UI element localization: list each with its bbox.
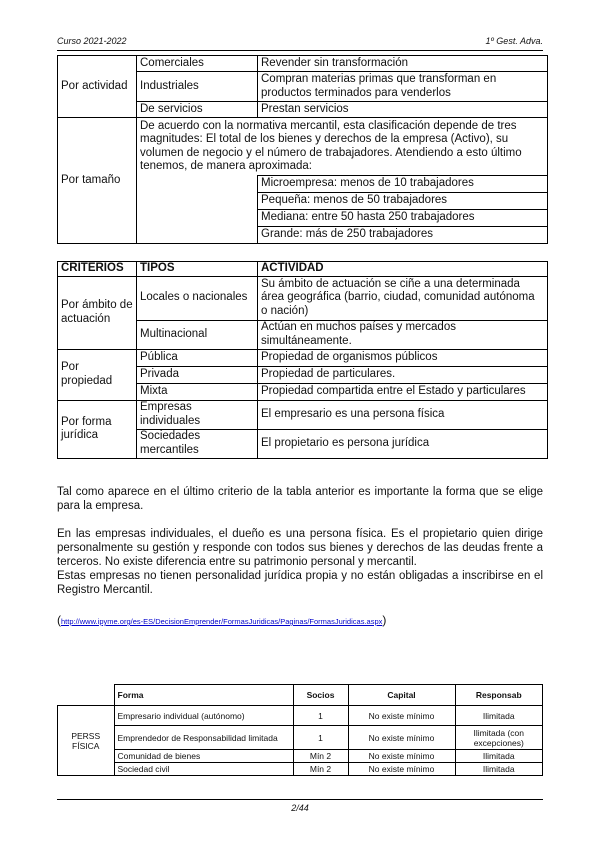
- header-divider: [57, 50, 543, 51]
- header-criterios: CRITERIOS: [58, 262, 137, 277]
- group-label: PERSS FÍSICA: [58, 706, 115, 776]
- header-socios: Socios: [293, 685, 348, 706]
- desc-cell: Compran materias primas que transforman en productos terminados para venderlos: [258, 72, 548, 102]
- socios-cell: 1: [293, 726, 348, 750]
- resp-cell: Ilimitada: [455, 706, 543, 726]
- desc-cell: Revender sin transformación: [258, 56, 548, 72]
- paren-close: ): [382, 613, 387, 627]
- type-cell: Industriales: [137, 72, 258, 102]
- forma-cell: Emprendedor de Responsabilidad limitada: [114, 726, 293, 750]
- forma-cell: Comunidad de bienes: [114, 750, 293, 763]
- criterion-juridica: Por forma jurídica: [58, 400, 137, 458]
- type-cell: Locales o nacionales: [137, 276, 258, 320]
- criterion-ambito: Por ámbito de actuación: [58, 276, 137, 349]
- paren-open: (: [57, 613, 61, 627]
- resp-cell: Ilimitada (con excepciones): [455, 726, 543, 750]
- desc-cell: El propietario es persona jurídica: [258, 429, 548, 458]
- header-actividad: ACTIVIDAD: [258, 262, 548, 277]
- tamano-blank: [137, 176, 258, 244]
- capital-cell: No existe mínimo: [348, 726, 455, 750]
- header-forma: Forma: [114, 685, 293, 706]
- resp-cell: Ilimitada: [455, 763, 543, 776]
- header-responsab: Responsab: [455, 685, 543, 706]
- desc-cell: Actúan en muchos países y mercados simultáneamente.: [258, 320, 548, 349]
- type-cell: Multinacional: [137, 320, 258, 349]
- socios-cell: 1: [293, 706, 348, 726]
- paragraph-individuales: En las empresas individuales, el dueño es una persona física. Es el propietario quien dirige personalmente su gestión y responde con todos sus bienes y derechos de las deudas frente a terceros. No existe diferencia entre su patrimonio personal y mercantil.: [57, 528, 543, 568]
- desc-cell: Propiedad de organismos públicos: [258, 349, 548, 366]
- paragraph-personalidad: Estas empresas no tienen personalidad jurídica propia y no están obligadas a inscribirse en el Registro Mercantil.: [57, 570, 543, 596]
- desc-cell: Su ámbito de actuación se ciñe a una determinada área geográfica (barrio, ciudad, comunidad autónoma o nación): [258, 276, 548, 320]
- capital-cell: No existe mínimo: [348, 706, 455, 726]
- capital-cell: No existe mínimo: [348, 763, 455, 776]
- footer-divider: [57, 799, 543, 800]
- desc-cell: Propiedad compartida entre el Estado y particulares: [258, 383, 548, 400]
- header-capital: Capital: [348, 685, 455, 706]
- forma-cell: Sociedad civil: [114, 763, 293, 776]
- capital-cell: No existe mínimo: [348, 750, 455, 763]
- type-cell: De servicios: [137, 102, 258, 118]
- criterion-actividad: Por actividad: [58, 56, 137, 118]
- header-tipos: TIPOS: [137, 262, 258, 277]
- source-reference: [57, 613, 386, 627]
- type-cell: Mixta: [137, 383, 258, 400]
- desc-cell: Propiedad de particulares.: [258, 366, 548, 383]
- paragraph-forma: Tal como aparece en el último criterio de la tabla anterior es importante la forma que se elige para la empresa.: [57, 486, 543, 512]
- resp-cell: Ilimitada: [455, 750, 543, 763]
- type-cell: Privada: [137, 366, 258, 383]
- table-corner: [58, 685, 115, 706]
- type-cell: Pública: [137, 349, 258, 366]
- criterion-tamano: Por tamaño: [58, 118, 137, 244]
- socios-cell: Mín 2: [293, 750, 348, 763]
- size-cell: Pequeña: menos de 50 trabajadores: [258, 193, 548, 210]
- header-group: 1º Gest. Adva.: [485, 36, 543, 46]
- type-cell: Comerciales: [137, 56, 258, 72]
- ipyme-link[interactable]: http://www.ipyme.org/es-ES/DecisionEmprender/FormasJuridicas/Paginas/FormasJuridicas.aspx: [61, 617, 383, 626]
- criteria-table: [57, 261, 548, 459]
- size-cell: Grande: más de 250 trabajadores: [258, 227, 548, 244]
- socios-cell: Mín 2: [293, 763, 348, 776]
- desc-cell: Prestan servicios: [258, 102, 548, 118]
- criterion-propiedad: Por propiedad: [58, 349, 137, 400]
- header-course: Curso 2021-2022: [57, 36, 127, 46]
- type-cell: Empresas individuales: [137, 400, 258, 429]
- legal-forms-table: [57, 684, 543, 776]
- forma-cell: Empresario individual (autónomo): [114, 706, 293, 726]
- size-cell: Microempresa: menos de 10 trabajadores: [258, 176, 548, 193]
- type-cell: Sociedades mercantiles: [137, 429, 258, 458]
- company-classification-table: [57, 55, 548, 244]
- desc-cell: El empresario es una persona física: [258, 400, 548, 429]
- tamano-description: De acuerdo con la normativa mercantil, esta clasificación depende de tres magnitudes: El total de los bienes y derechos de la empresa (Activo), su volumen de negocio y el número de trabajadores. Atendiendo a esto último tenemos, de manera aproximada:: [137, 118, 548, 176]
- size-cell: Mediana: entre 50 hasta 250 trabajadores: [258, 210, 548, 227]
- page-number: 2/44: [291, 803, 309, 813]
